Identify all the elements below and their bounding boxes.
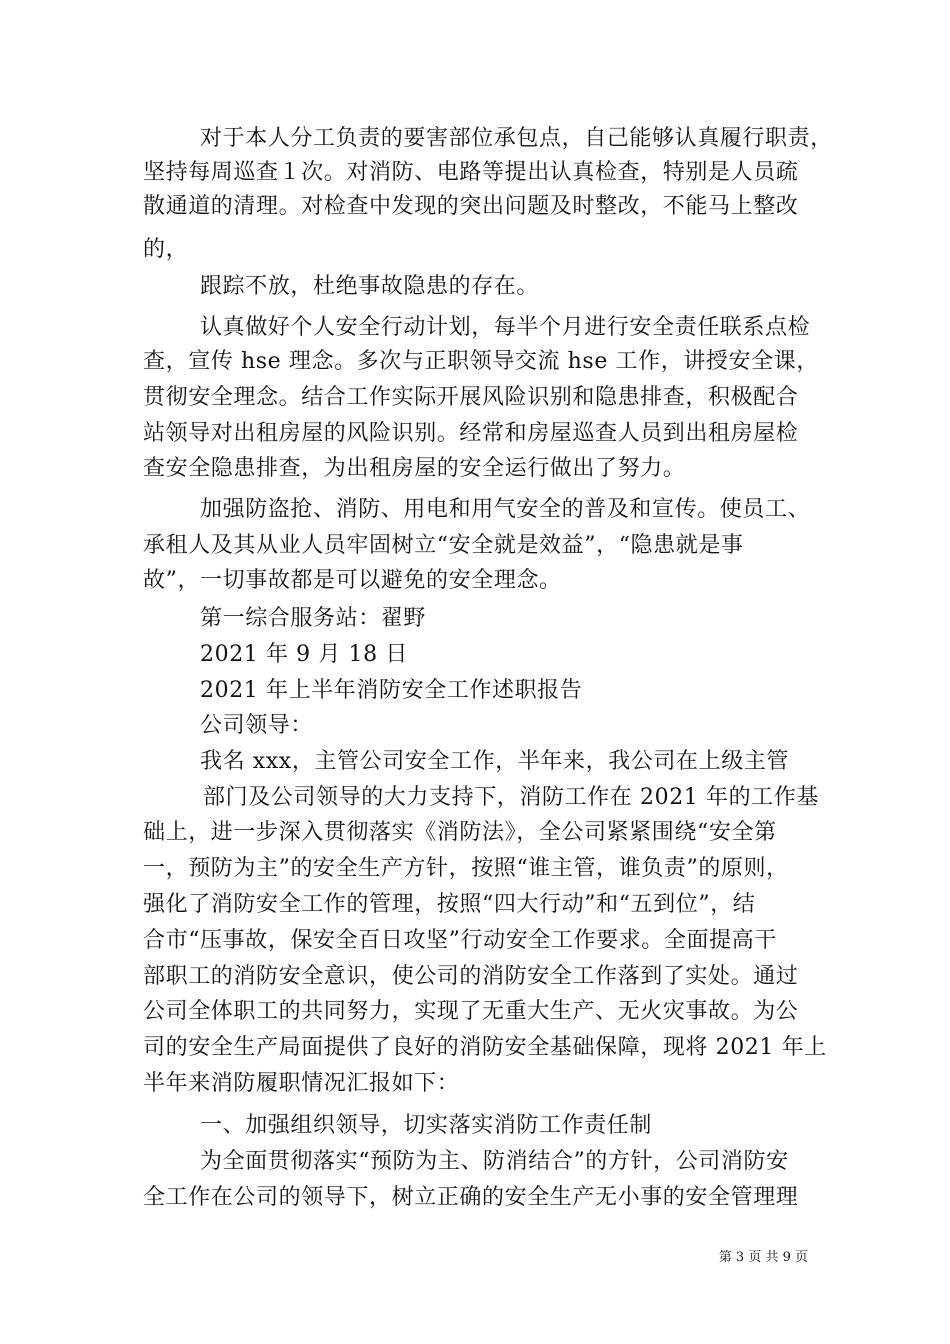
text-line: 础上，进一步深入贯彻落实《消防法》，全公司紧紧围绕“安全第 — [143, 820, 777, 845]
text-line: 跟踪不放，杜绝事故隐患的存在。 — [200, 274, 540, 299]
text-line: 合市“压事故，保安全百日攻坚”行动安全工作要求。全面提高干 — [143, 928, 777, 953]
text-line: 部门及公司领导的大力支持下，消防工作在 2021 年的工作基 — [203, 785, 819, 810]
text-line: 查安全隐患排查，为出租房屋的安全运行做出了努力。 — [143, 456, 686, 481]
text-line: 半年来消防履职情况汇报如下： — [143, 1071, 460, 1096]
text-line: 2021 年 9 月 18 日 — [200, 642, 408, 667]
page-number: 第 3 页 共 9 页 — [718, 1250, 808, 1265]
text-line: 贯彻安全理念。结合工作实际开展风险识别和隐患排查，积极配合 — [143, 385, 799, 410]
text-line: 为全面贯彻落实“预防为主、防消结合”的方针，公司消防安 — [200, 1149, 789, 1174]
text-line: 加强防盗抢、消防、用电和用气安全的普及和宣传。使员工、 — [200, 497, 811, 522]
text-line: 承租人及其从业人员牢固树立“安全就是效益”，“隐患就是事 — [143, 533, 744, 558]
text-line: 站领导对出租房屋的风险识别。经常和房屋巡查人员到出租房屋检 — [143, 421, 799, 446]
text-line: 一，预防为主”的安全生产方针，按照“谁主管，谁负责”的原则， — [143, 856, 789, 881]
text-line: 坚持每周巡查１次。对消防、电路等提出认真检查，特别是人员疏 — [143, 160, 799, 185]
text-line: 第一综合服务站：翟野 — [200, 606, 427, 631]
text-line: 查，宣传 hse 理念。多次与正职领导交流 hse 工作，讲授安全课， — [143, 349, 819, 374]
text-line: 对于本人分工负责的要害部位承包点，自己能够认真履行职责， — [200, 126, 833, 151]
text-line: 强化了消防安全工作的管理，按照“四大行动”和“五到位”，结 — [143, 892, 756, 917]
text-line: 我名 xxx，主管公司安全工作，半年来，我公司在上级主管 — [200, 749, 790, 774]
text-line: 认真做好个人安全行动计划，每半个月进行安全责任联系点检 — [200, 315, 811, 340]
text-line: 2021 年上半年消防安全工作述职报告 — [200, 678, 583, 703]
text-line: 故”，一切事故都是可以避免的安全理念。 — [143, 568, 562, 593]
text-line: 散通道的清理。对检查中发现的突出问题及时整改，不能马上整改 — [143, 194, 799, 219]
text-line: 全工作在公司的领导下，树立正确的安全生产无小事的安全管理理 — [143, 1185, 799, 1210]
text-line: 公司全体职工的共同努力，实现了无重大生产、无火灾事故。为公 — [143, 999, 799, 1024]
text-line: 的， — [143, 237, 189, 262]
text-line: 部职工的消防安全意识，使公司的消防安全工作落到了实处。通过 — [143, 964, 799, 989]
section-heading: 一、加强组织领导，切实落实消防工作责任制 — [200, 1113, 653, 1138]
text-line: 公司领导： — [200, 713, 314, 738]
text-line: 司的安全生产局面提供了良好的消防安全基础保障，现将 2021 年上 — [143, 1035, 827, 1060]
